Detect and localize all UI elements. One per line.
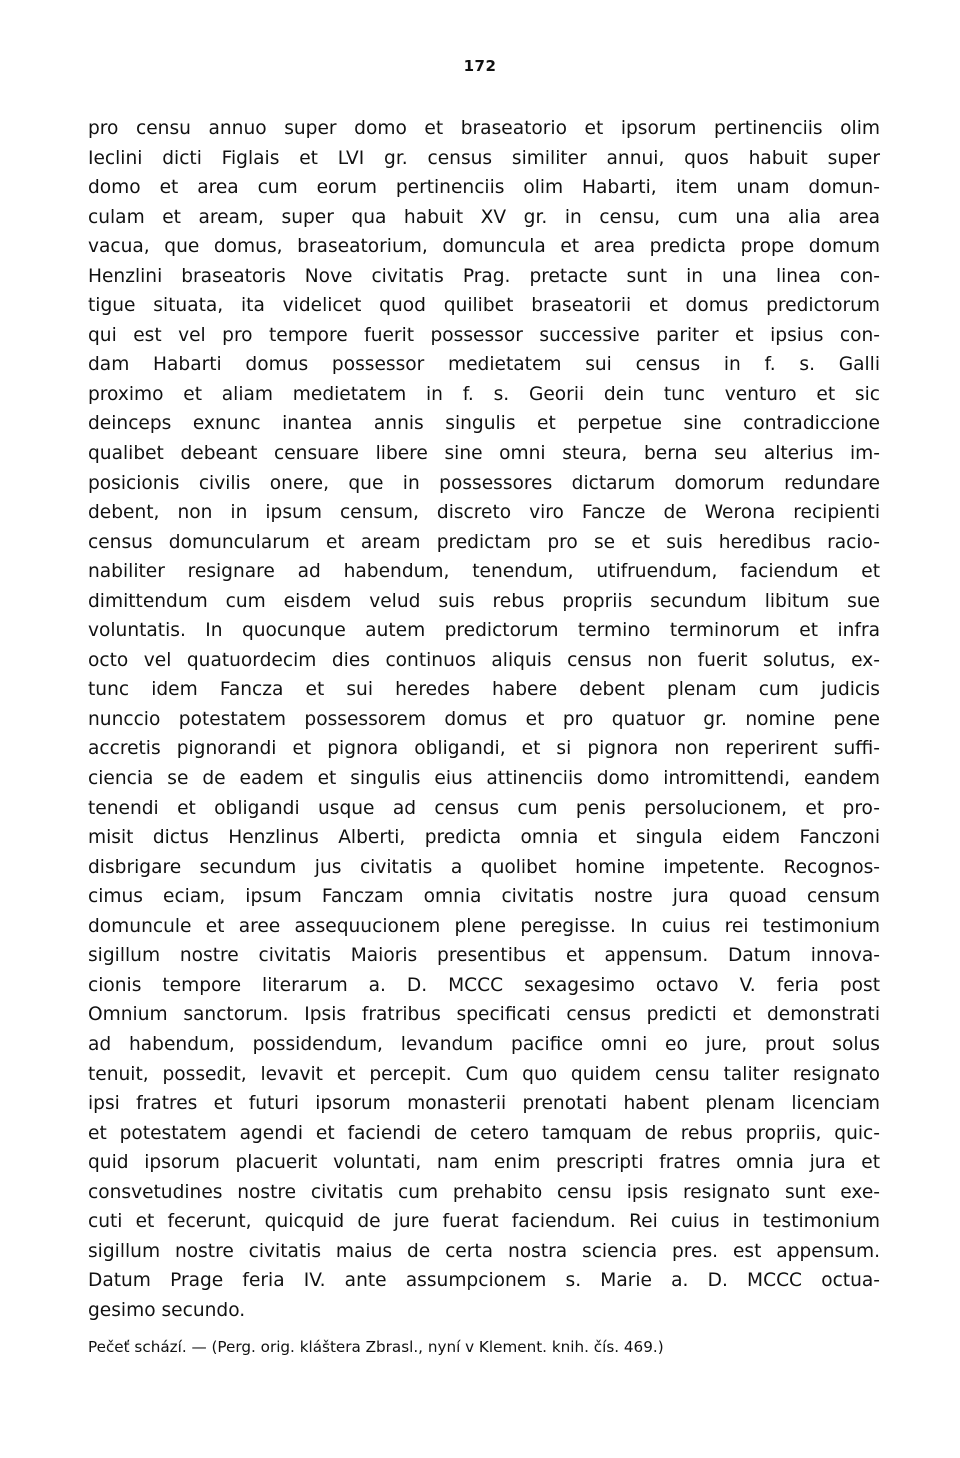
- text-line: nabiliter resignare ad habendum, tenendum, utifruendum, faciendum et: [88, 561, 880, 583]
- text-line: debent, non in ipsum censum, discreto viro Fancze de Werona recipienti: [88, 502, 880, 524]
- text-line: vacua, que domus, braseatorium, domuncula et area predicta prope domum: [88, 236, 880, 258]
- text-line: Datum Prage feria IV. ante assumpcionem s. Marie a. D. MCCC octua-: [88, 1270, 880, 1292]
- text-line: tigue situata, ita videlicet quod quilibet braseatorii et domus predictorum: [88, 295, 880, 317]
- text-line: proximo et aliam medietatem in f. s. Georii dein tunc venturo et sic: [88, 383, 880, 405]
- text-line: census domuncularum et aream predictam pro se et suis heredibus racio-: [88, 531, 880, 553]
- text-line: domuncule et aree assequucionem plene peregisse. In cuius rei testimonium: [88, 915, 880, 937]
- text-line: cionis tempore literarum a. D. MCCC sexagesimo octavo V. feria post: [88, 974, 880, 996]
- text-line: consvetudines nostre civitatis cum prehabito censu ipsis resignato sunt exe-: [88, 1181, 880, 1203]
- text-line: gesimo secundo.: [88, 1299, 246, 1321]
- text-line: ipsi fratres et futuri ipsorum monasterii prenotati habent plenam licenciam: [88, 1093, 880, 1115]
- text-line: misit dictus Henzlinus Alberti, predicta omnia et singula eidem Fanczoni: [88, 827, 880, 849]
- text-line: tenendi et obligandi usque ad census cum penis persolucionem, et pro-: [88, 797, 880, 819]
- text-line: octo vel quatuordecim dies continuos aliquis census non fuerit solutus, ex-: [88, 649, 880, 671]
- text-line: quid ipsorum placuerit voluntati, nam enim prescripti fratres omnia jura et: [88, 1152, 880, 1174]
- text-line: deinceps exnunc inantea annis singulis et perpetue sine contradiccione: [88, 413, 880, 435]
- footnote: Pečeť schází. — (Perg. orig. kláštera Zbrasl., nyní v Klement. knih. čís. 469.): [88, 1338, 664, 1356]
- text-line: qualibet debeant censuare libere sine omni steura, berna seu alterius im-: [88, 443, 880, 465]
- text-line: cimus eciam, ipsum Fanczam omnia civitatis nostre jura quoad censum: [88, 886, 880, 908]
- text-line: nunccio potestatem possessorem domus et pro quatuor gr. nomine pene: [88, 708, 880, 730]
- text-line: sigillum nostre civitatis maius de certa nostra sciencia pres. est appensum.: [88, 1240, 880, 1262]
- page-number: 172: [463, 57, 497, 75]
- text-line: Ieclini dicti Figlais et LVI gr. census similiter annui, quos habuit super: [88, 147, 880, 169]
- text-line: tunc idem Fancza et sui heredes habere debent plenam cum judicis: [88, 679, 880, 701]
- text-line: Omnium sanctorum. Ipsis fratribus specificati census predicti et demonstrati: [88, 1004, 880, 1026]
- text-line: domo et area cum eorum pertinenciis olim Habarti, item unam domun-: [88, 177, 880, 199]
- text-line: Henzlini braseatoris Nove civitatis Prag. pretacte sunt in una linea con-: [88, 265, 880, 287]
- text-line: ad habendum, possidendum, levandum pacifice omni eo jure, prout solus: [88, 1033, 880, 1055]
- text-line: disbrigare secundum jus civitatis a quolibet homine impetente. Recognos-: [88, 856, 880, 878]
- text-line: dimittendum cum eisdem velud suis rebus propriis secundum libitum sue: [88, 590, 880, 612]
- text-line: accretis pignorandi et pignora obligandi, et si pignora non reperirent suffi-: [88, 738, 880, 760]
- text-line: ciencia se de eadem et singulis eius attinenciis domo intromittendi, eandem: [88, 768, 880, 790]
- text-line: culam et aream, super qua habuit XV gr. in censu, cum una alia area: [88, 206, 880, 228]
- text-line: tenuit, possedit, levavit et percepit. Cum quo quidem censu taliter resignato: [88, 1063, 880, 1085]
- text-line: et potestatem agendi et faciendi de cetero tamquam de rebus propriis, quic-: [88, 1122, 880, 1144]
- main-text: [88, 114, 880, 1325]
- text-line: cuti et fecerunt, quicquid de jure fuerat faciendum. Rei cuius in testimonium: [88, 1211, 880, 1233]
- text-line: sigillum nostre civitatis Maioris presentibus et appensum. Datum innova-: [88, 945, 880, 967]
- text-line: posicionis civilis onere, que in possessores dictarum domorum redundare: [88, 472, 880, 494]
- text-line: dam Habarti domus possessor medietatem sui census in f. s. Galli: [88, 354, 880, 376]
- text-line: pro censu annuo super domo et braseatorio et ipsorum pertinenciis olim: [88, 118, 880, 139]
- text-line: voluntatis. In quocunque autem predictorum termino terminorum et infra: [88, 620, 880, 642]
- text-line: qui est vel pro tempore fuerit possessor successive pariter et ipsius con-: [88, 324, 880, 346]
